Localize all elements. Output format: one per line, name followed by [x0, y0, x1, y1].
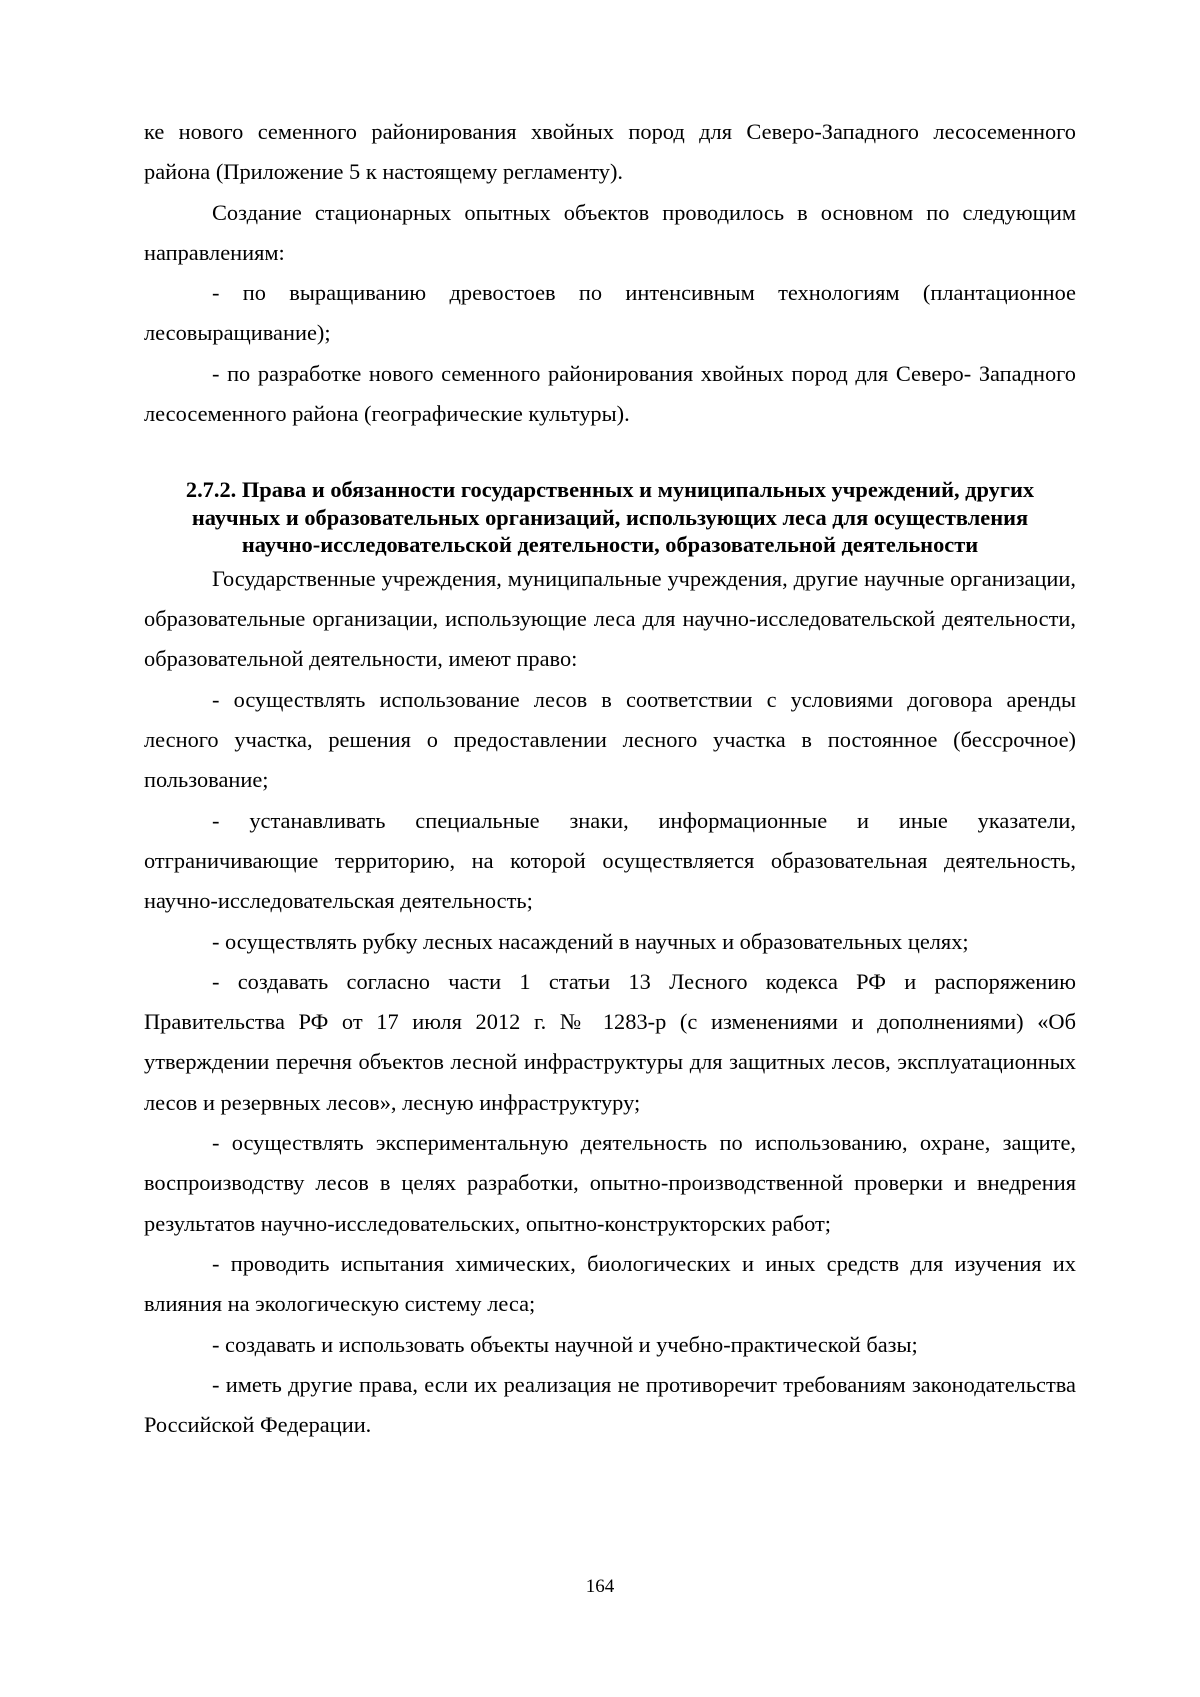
list-item-logging: - осуществлять рубку лесных насаждений в научных и образовательных целях; [212, 928, 969, 954]
list-item-signs: - устанавливать специальные знаки, информационные и иные указатели, отграничивающие территорию, на которой осуществляется образовательная деятельность, научно-исследовательская деятельность; [144, 807, 1076, 914]
list-item-seed-zoning: - по разработке нового семенного районирования хвойных пород для Северо- Западного лесосеменного района (географические культуры). [144, 360, 1076, 427]
page-number: 164 [585, 1576, 615, 1597]
list-item-experimental: - осуществлять экспериментальную деятельность по использованию, охране, защите, воспроизводству лесов в целях разработки, опытно-производственной проверки и внедрения результатов научно-исследовательских, опытно-конструкторских работ; [144, 1130, 1076, 1236]
list-item-forest-use: - осуществлять использование лесов в соответствии с условиями договора аренды лесного участка, решения о предоставлении лесного участка в постоянное (бессрочное) пользование; [144, 686, 1076, 793]
list-item-other-rights: - иметь другие права, если их реализация не противоречит требованиям законодательства Российской Федерации. [144, 1371, 1076, 1438]
list-item-plantation: - по выращиванию древостоев по интенсивным технологиям (плантационное лесовыращивание); [144, 280, 1076, 346]
section-heading-line-1: 2.7.2. Права и обязанности государственных и муниципальных учреждений, других [185, 477, 1035, 503]
paragraph-rights-intro: Государственные учреждения, муниципальные учреждения, другие научные организации, образовательные организации, использующие леса для научно-исследовательской деятельности, образовательной деятельности, имеют право: [144, 565, 1076, 672]
section-heading [144, 476, 1076, 559]
section-heading-line-3: научно-исследовательской деятельности, образовательной деятельности [241, 532, 979, 558]
document-page [144, 112, 1076, 1445]
list-item-facilities: - создавать и использовать объекты научной и учебно-практической базы; [212, 1331, 918, 1357]
list-item-infrastructure: - создавать согласно части 1 статьи 13 Лесного кодекса РФ и распоряжению Правительства РФ от 17 июля 2012 г. № 1283-р (с изменениями и дополнениями) «Об утверждении перечня объектов лесной инфраструктуры для защитных лесов, эксплуатационных лесов и резервных лесов», лесную инфраструктуру; [144, 968, 1076, 1115]
paragraph-stationary-objects: Создание стационарных опытных объектов проводилось в основном по следующим направлениям: [144, 199, 1076, 265]
list-item-testing: - проводить испытания химических, биологических и иных средств для изучения их влияния на экологическую систему леса; [144, 1250, 1076, 1317]
paragraph-continuation: ке нового семенного районирования хвойных пород для Северо-Западного лесосеменного района (Приложение 5 к настоящему регламенту). [144, 119, 1076, 185]
section-heading-line-2: научных и образовательных организаций, использующих леса для осуществления [191, 504, 1029, 530]
